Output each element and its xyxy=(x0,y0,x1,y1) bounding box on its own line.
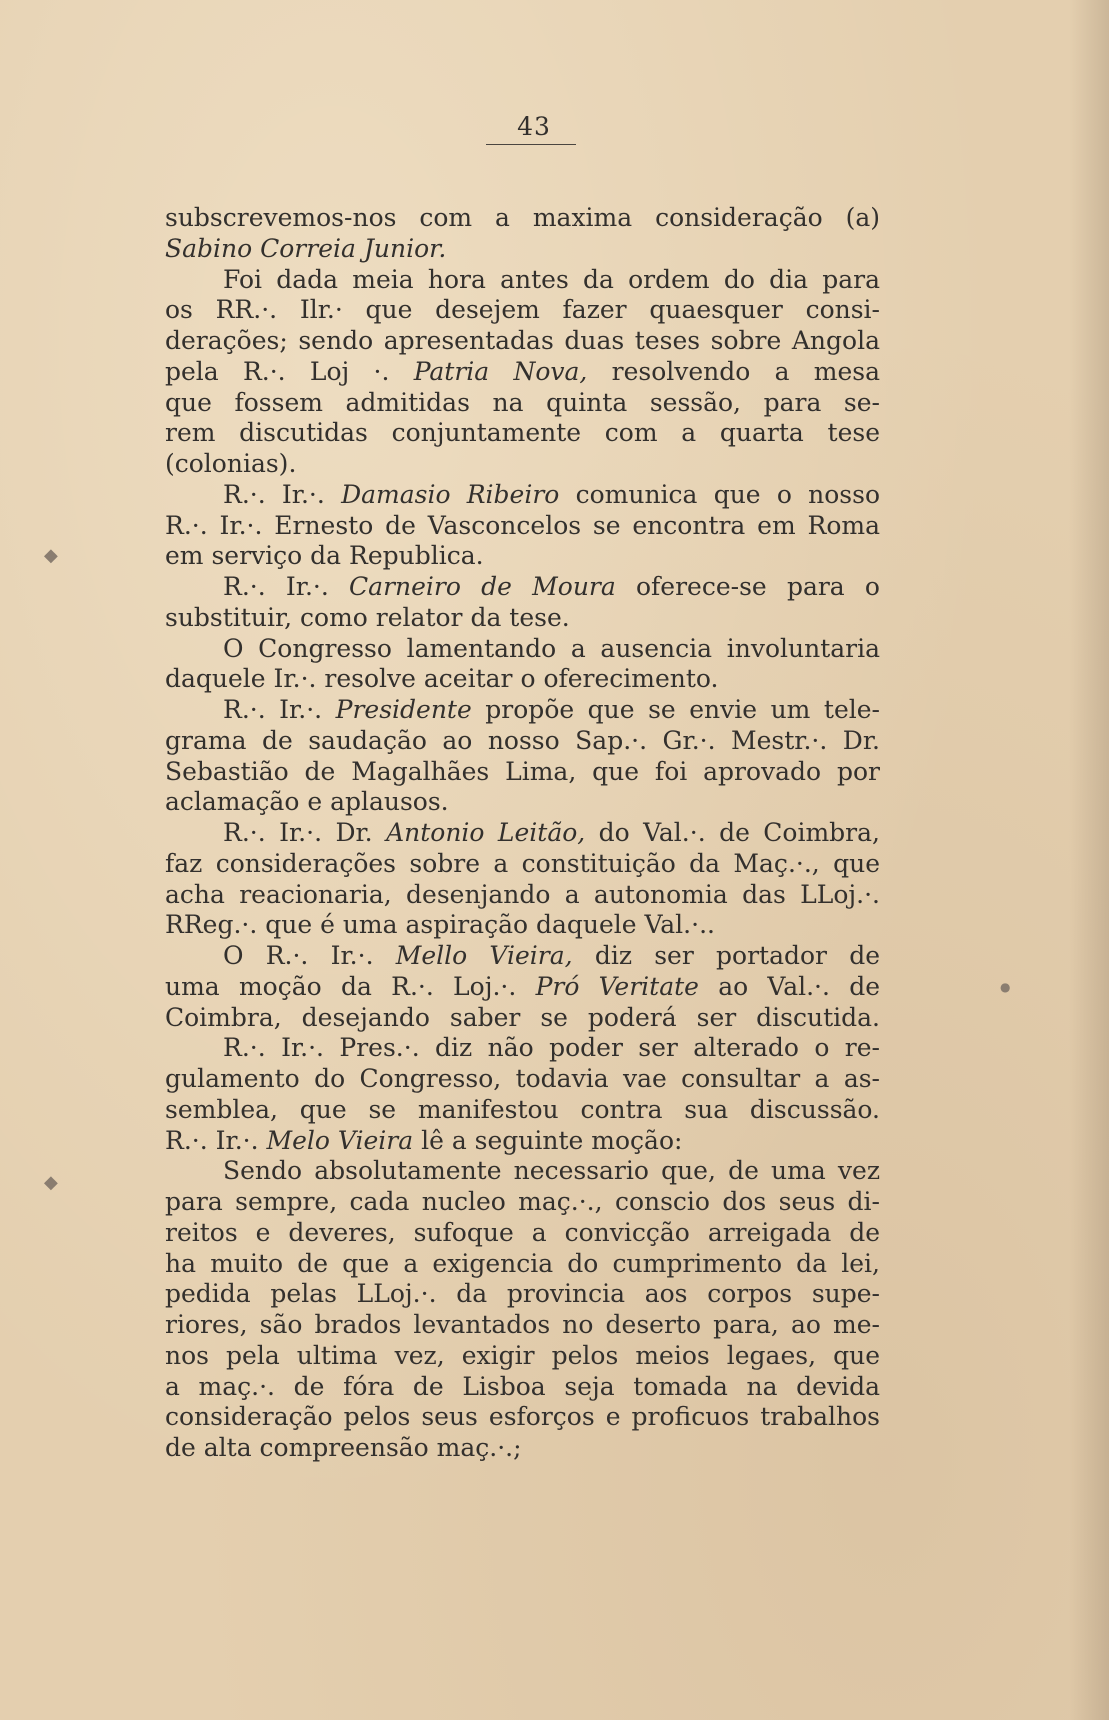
text-segment: substituir, como relator da tese. xyxy=(165,602,570,632)
text-segment: R.·. Ir.·. xyxy=(223,695,336,724)
text-line xyxy=(165,1433,880,1464)
text-line xyxy=(165,1187,880,1218)
page-number: 43 xyxy=(517,112,551,141)
text-line xyxy=(165,234,880,265)
margin-stain: ◆ xyxy=(44,1172,58,1193)
page-number-rule xyxy=(486,144,576,145)
text-segment: subscrevemos-nos com a maxima consideração (a) xyxy=(165,203,880,232)
text-line xyxy=(165,1310,880,1341)
text-segment: (colonias). xyxy=(165,449,297,478)
italic-name: Pró Veritate xyxy=(535,971,699,1001)
text-line xyxy=(165,757,880,788)
text-line xyxy=(165,1095,880,1126)
text-line xyxy=(165,1033,880,1064)
text-segment: em serviço da Republica. xyxy=(165,541,484,571)
text-line xyxy=(165,572,880,603)
text-segment: que fossem admitidas na quinta sessão, para se- xyxy=(165,387,880,417)
text-segment: RReg.·. que é uma aspiração daquele Val.·.. xyxy=(165,910,715,940)
italic-name: Presidente xyxy=(335,695,472,724)
text-line xyxy=(165,664,880,695)
text-segment: consideração pelos seus esforços e proficuos trabalhos xyxy=(165,1402,880,1432)
text-segment: de alta compreensão maç.·.; xyxy=(165,1433,522,1462)
text-segment: comunica que o nosso xyxy=(559,479,880,509)
text-line xyxy=(165,511,880,542)
text-line xyxy=(165,1064,880,1095)
text-line xyxy=(165,910,880,941)
text-segment: reitos e deveres, sufoque a convicção arreigada de xyxy=(165,1217,880,1247)
text-segment: derações; sendo apresentadas duas teses sobre Angola xyxy=(165,326,880,355)
text-segment: R.·. Ir.·. Pres.·. diz não poder ser alterado o re- xyxy=(223,1033,880,1063)
text-line xyxy=(165,634,880,665)
text-line xyxy=(165,787,880,818)
text-segment: oferece-se para o xyxy=(615,572,880,601)
text-segment: ao Val.·. de xyxy=(698,971,880,1001)
text-segment: diz ser portador de xyxy=(572,941,880,970)
margin-stain: ◆ xyxy=(44,545,58,566)
text-line xyxy=(165,480,880,511)
text-segment: acha reacionaria, desenjando a autonomia das LLoj.·. xyxy=(165,879,880,909)
text-line xyxy=(165,695,880,726)
text-segment: pela R.·. Loj ·. xyxy=(165,356,414,386)
text-segment: riores, são brados levantados no deserto para, ao me- xyxy=(165,1310,880,1339)
text-segment: O Congresso lamentando a ausencia involuntaria xyxy=(223,633,880,663)
text-segment: rem discutidas conjuntamente com a quarta tese xyxy=(165,418,880,448)
text-segment: pedida pelas LLoj.·. da provincia aos corpos supe- xyxy=(165,1279,880,1309)
text-segment: R.·. Ir.·. xyxy=(165,1125,267,1155)
text-segment: nos pela ultima vez, exigir pelos meios legaes, que xyxy=(165,1340,880,1370)
text-line xyxy=(165,449,880,480)
text-line xyxy=(165,1003,880,1034)
italic-name: Antonio Leitão, xyxy=(386,818,586,847)
text-segment: R.·. Ir.·. Ernesto de Vasconcelos se encontra em Roma xyxy=(165,510,880,540)
text-line xyxy=(165,941,880,972)
text-line xyxy=(165,326,880,357)
text-segment: grama de saudação ao nosso Sap.·. Gr.·. Mestr.·. Dr. xyxy=(165,725,880,755)
italic-name: Melo Vieira xyxy=(266,1125,414,1155)
text-line xyxy=(165,388,880,419)
text-segment: Foi dada meia hora antes da ordem do dia para xyxy=(223,264,880,294)
text-line xyxy=(165,418,880,449)
text-segment: R.·. Ir.·. xyxy=(223,479,342,509)
text-line xyxy=(165,295,880,326)
text-segment: Sendo absolutamente necessario que, de uma vez xyxy=(223,1156,880,1186)
text-line xyxy=(165,265,880,296)
text-line xyxy=(165,880,880,911)
italic-name: Mello Vieira, xyxy=(395,941,573,970)
text-line xyxy=(165,357,880,388)
text-line xyxy=(165,1279,880,1310)
text-line xyxy=(165,203,880,234)
text-segment: a maç.·. de fóra de Lisboa seja tomada na devida xyxy=(165,1371,880,1401)
text-line xyxy=(165,1249,880,1280)
text-line xyxy=(165,726,880,757)
text-segment: ha muito de que a exigencia do cumprimento da lei, xyxy=(165,1248,880,1278)
text-segment: uma moção da R.·. Loj.·. xyxy=(165,971,536,1001)
text-segment: Sebastião de Magalhães Lima, que foi aprovado por xyxy=(165,756,880,786)
text-segment: lê a seguinte moção: xyxy=(413,1125,683,1155)
text-line xyxy=(165,1372,880,1403)
text-segment: aclamação e aplausos. xyxy=(165,787,449,817)
text-segment: Coimbra, desejando saber se poderá ser discutida. xyxy=(165,1002,880,1032)
text-segment: os RR.·. Ilr.· que desejem fazer quaesquer consi- xyxy=(165,295,880,325)
text-segment: resolvendo a mesa xyxy=(587,356,880,386)
text-line xyxy=(165,972,880,1003)
text-segment: R.·. Ir.·. xyxy=(223,572,350,601)
text-segment: faz considerações sobre a constituição da Maç.·., que xyxy=(165,848,880,878)
text-line xyxy=(165,849,880,880)
text-line xyxy=(165,1218,880,1249)
margin-stain: ● xyxy=(1000,980,1011,994)
text-segment: R.·. Ir.·. Dr. xyxy=(223,818,387,847)
text-line xyxy=(165,1402,880,1433)
italic-name: Patria Nova, xyxy=(413,356,588,386)
italic-name: Sabino Correia Junior. xyxy=(165,233,447,263)
text-segment: propõe que se envie um tele- xyxy=(471,695,880,724)
text-line xyxy=(165,1126,880,1157)
text-line xyxy=(165,1156,880,1187)
text-segment: gulamento do Congresso, todavia vae consultar a as- xyxy=(165,1064,880,1093)
italic-name: Damasio Ribeiro xyxy=(341,479,560,509)
text-segment: semblea, que se manifestou contra sua discussão. xyxy=(165,1094,880,1124)
body-text xyxy=(165,203,880,1464)
text-segment: do Val.·. de Coimbra, xyxy=(585,818,880,847)
text-segment: O R.·. Ir.·. xyxy=(223,941,396,970)
text-segment: para sempre, cada nucleo maç.·., conscio dos seus di- xyxy=(165,1187,880,1216)
text-segment: daquele Ir.·. resolve aceitar o oferecimento. xyxy=(165,664,719,694)
text-line xyxy=(165,603,880,634)
page-edge-shadow xyxy=(1069,0,1109,1720)
italic-name: Carneiro de Moura xyxy=(349,572,616,601)
text-line xyxy=(165,541,880,572)
text-line xyxy=(165,818,880,849)
text-line xyxy=(165,1341,880,1372)
